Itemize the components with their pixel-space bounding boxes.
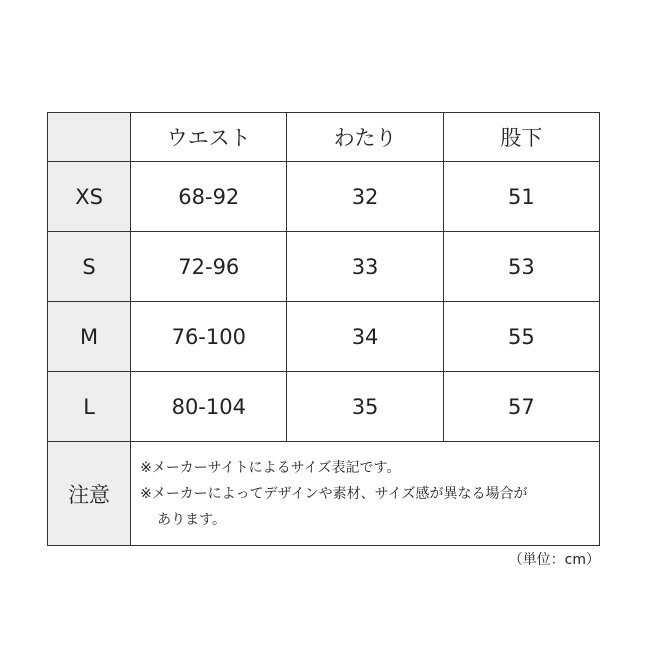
note-line: ※メーカーによってデザインや素材、サイズ感が異なる場合が bbox=[140, 485, 528, 502]
notes-row bbox=[48, 442, 600, 546]
inseam-value: 55 bbox=[443, 302, 599, 372]
size-label: L bbox=[48, 372, 131, 442]
size-label: M bbox=[48, 302, 131, 372]
waist-value: 68-92 bbox=[131, 162, 287, 232]
size-chart-table bbox=[47, 112, 600, 546]
table-row bbox=[48, 232, 600, 302]
waist-value: 80-104 bbox=[131, 372, 287, 442]
header-row bbox=[48, 113, 600, 162]
notes-label: 注意 bbox=[48, 442, 131, 546]
header-inseam: 股下 bbox=[443, 113, 599, 162]
table-row bbox=[48, 372, 600, 442]
header-corner bbox=[48, 113, 131, 162]
waist-value: 76-100 bbox=[131, 302, 287, 372]
unit-label: （単位：cm） bbox=[508, 552, 600, 568]
thigh-value: 34 bbox=[287, 302, 443, 372]
thigh-value: 35 bbox=[287, 372, 443, 442]
waist-value: 72-96 bbox=[131, 232, 287, 302]
note-line: ※メーカーサイトによるサイズ表記です。 bbox=[140, 459, 401, 476]
thigh-value: 33 bbox=[287, 232, 443, 302]
notes-text bbox=[131, 442, 600, 546]
inseam-value: 51 bbox=[443, 162, 599, 232]
inseam-value: 57 bbox=[443, 372, 599, 442]
note-line: あります。 bbox=[157, 511, 227, 528]
inseam-value: 53 bbox=[443, 232, 599, 302]
thigh-value: 32 bbox=[287, 162, 443, 232]
table-row bbox=[48, 302, 600, 372]
header-waist: ウエスト bbox=[131, 113, 287, 162]
size-label: XS bbox=[48, 162, 131, 232]
table-row bbox=[48, 162, 600, 232]
header-thigh: わたり bbox=[287, 113, 443, 162]
size-label: S bbox=[48, 232, 131, 302]
